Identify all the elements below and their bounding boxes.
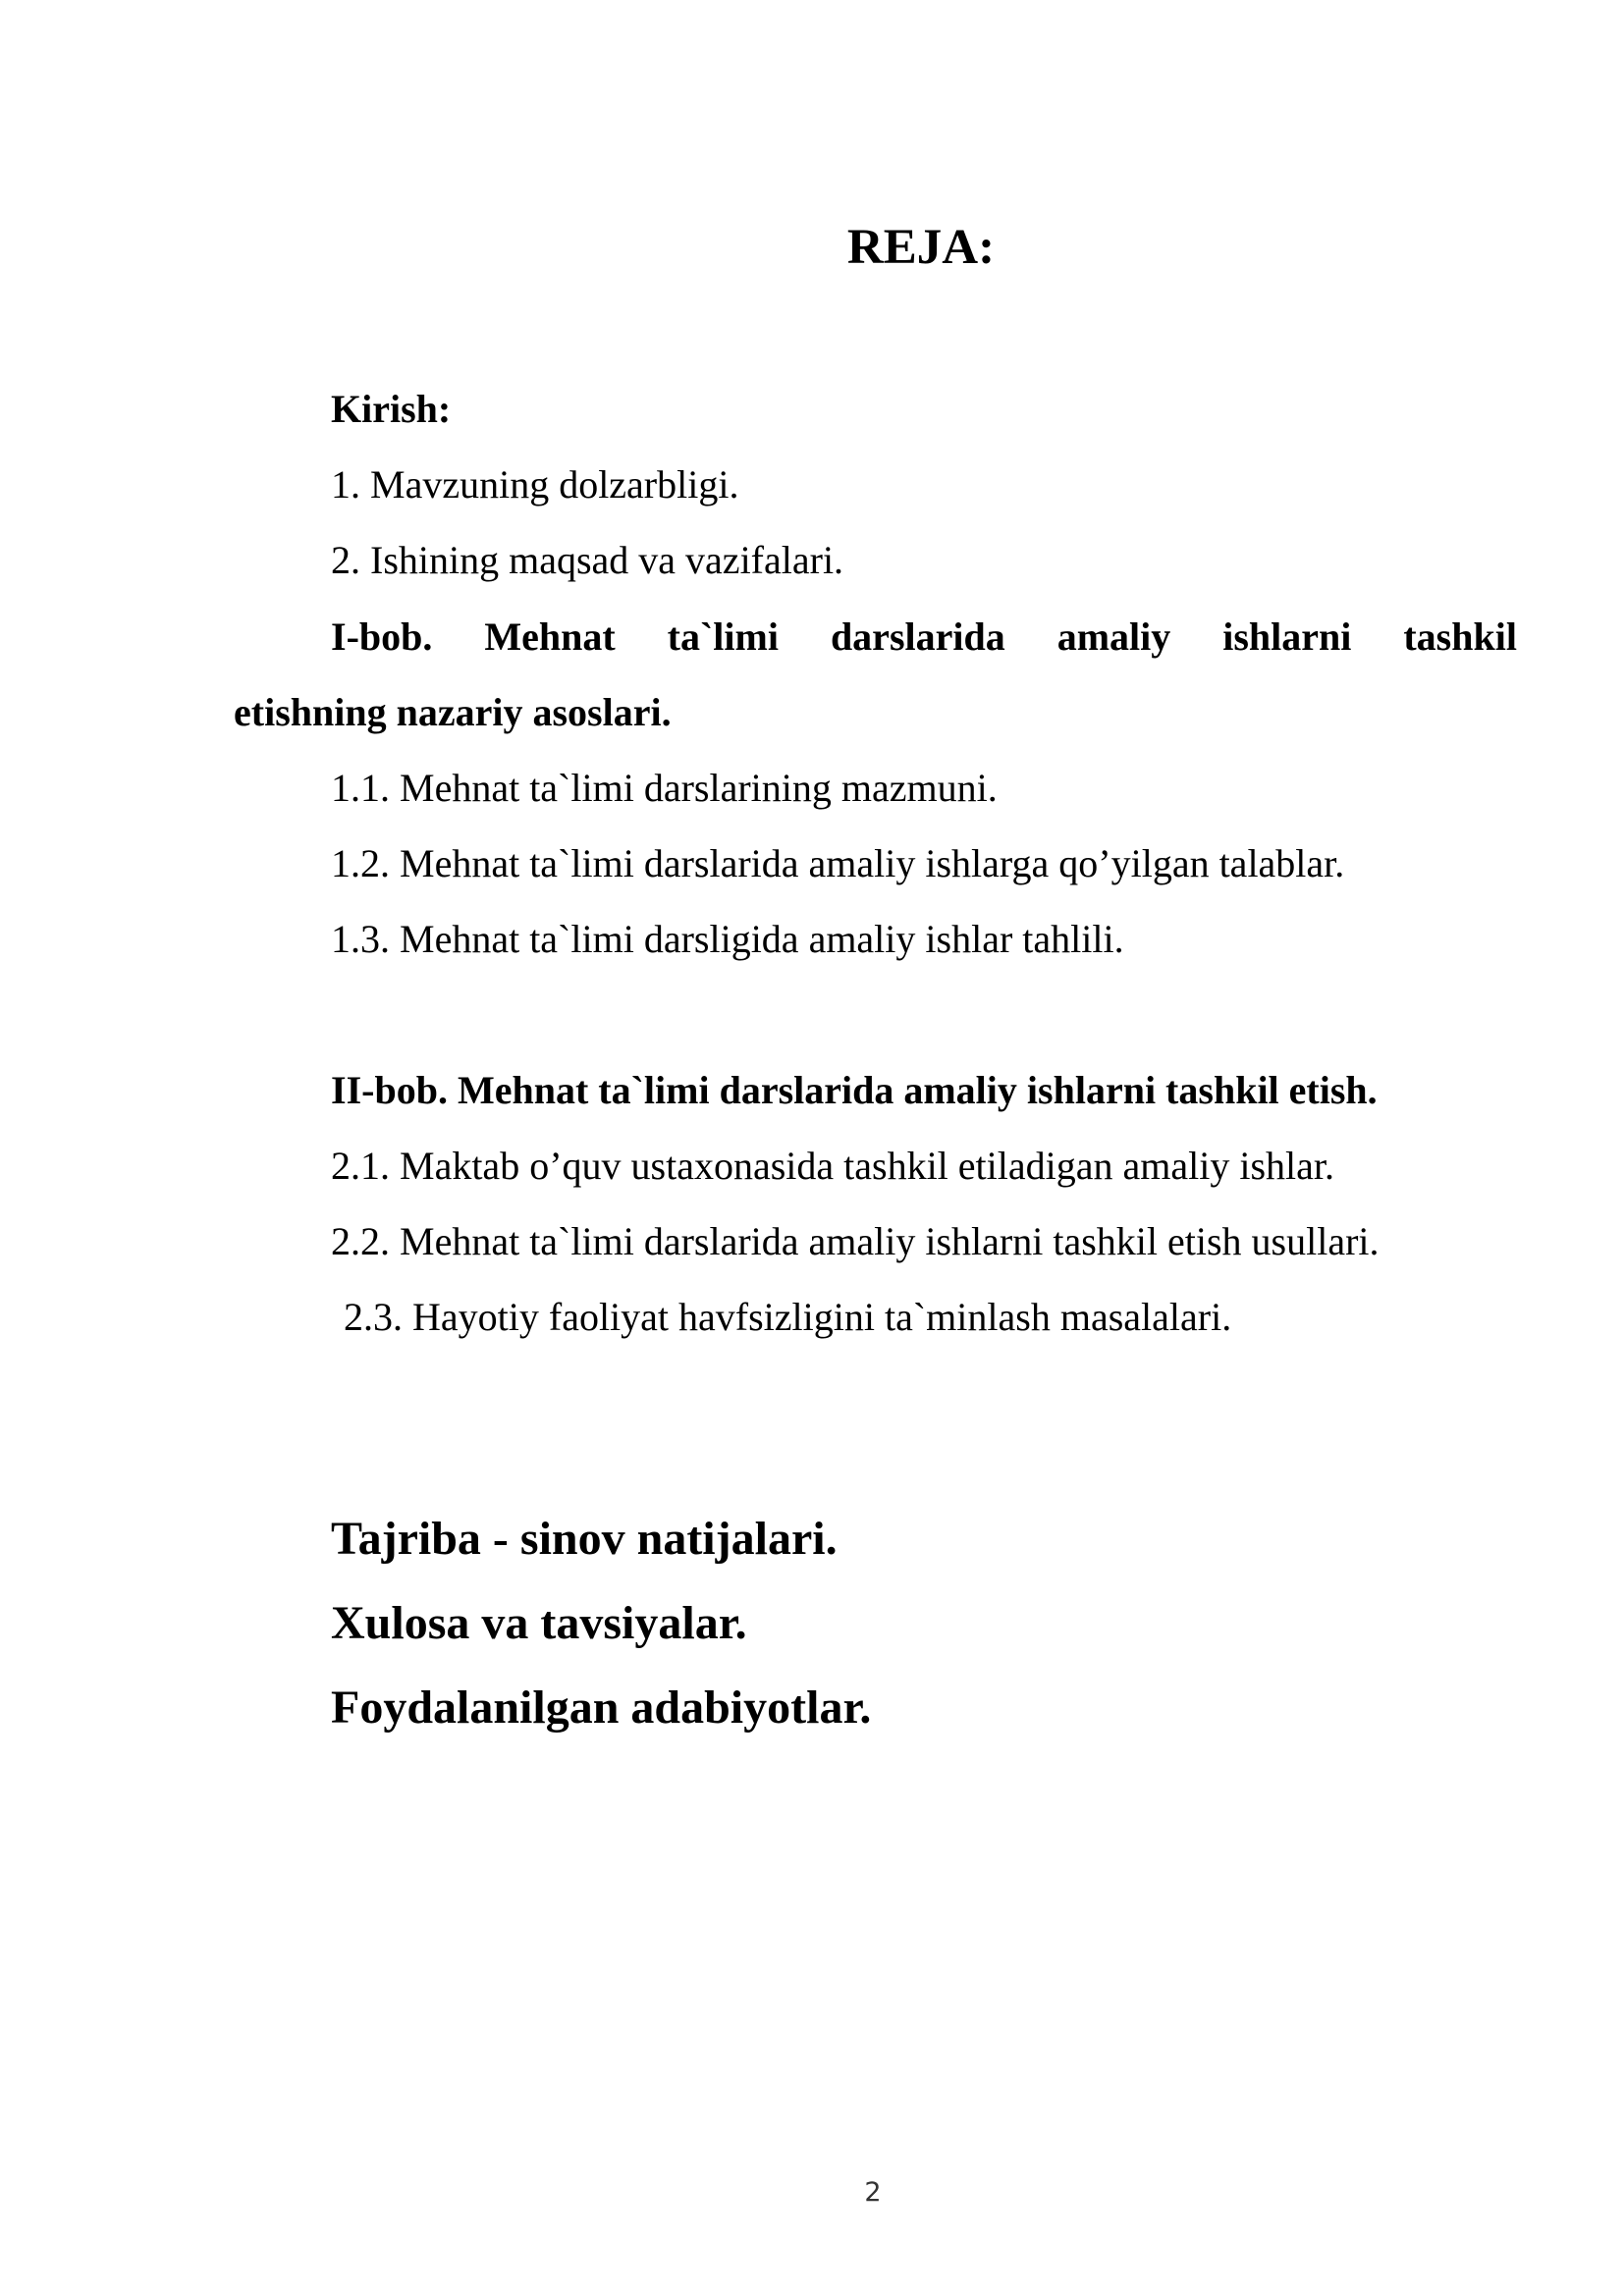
chapter1-heading-word: Mehnat [484, 614, 616, 659]
chapter1-heading-continued: etishning nazariy asoslari. [234, 690, 672, 734]
page-number: 2 [864, 2177, 882, 2208]
chapter1-heading-word: tashkil [1403, 614, 1517, 659]
intro-heading: Kirish: [331, 387, 452, 431]
chapter1-item-1: 1.1. Mehnat ta`limi darslarining mazmuni. [331, 766, 998, 810]
chapter1-heading-word: I-bob. [331, 614, 433, 659]
closing-item-references: Foydalanilgan adabiyotlar. [331, 1682, 872, 1734]
chapter1-heading-word: amaliy [1056, 614, 1171, 659]
page-title: REJA: [846, 220, 996, 275]
closing-item-conclusions: Xulosa va tavsiyalar. [331, 1597, 747, 1649]
chapter1-heading [331, 614, 1517, 661]
chapter2-item-1: 2.1. Maktab o’quv ustaxonasida tashkil etiladigan amaliy ishlar. [331, 1144, 1335, 1188]
intro-item-2: 2. Ishining maqsad va vazifalari. [331, 538, 844, 582]
chapter1-heading-word: darslarida [830, 614, 1005, 659]
chapter2-heading: II-bob. Mehnat ta`limi darslarida amaliy ishlarni tashkil etish. [331, 1068, 1378, 1112]
chapter1-item-2: 1.2. Mehnat ta`limi darslarida amaliy ishlarga qo’yilgan talablar. [331, 841, 1345, 885]
closing-item-results: Tajriba - sinov natijalari. [331, 1513, 838, 1565]
chapter2-item-2: 2.2. Mehnat ta`limi darslarida amaliy ishlarni tashkil etish usullari. [331, 1219, 1380, 1263]
chapter2-item-3: 2.3. Hayotiy faoliyat havfsizligini ta`minlash masalalari. [344, 1295, 1232, 1339]
intro-item-1: 1. Mavzuning dolzarbligi. [331, 462, 739, 507]
chapter1-item-3: 1.3. Mehnat ta`limi darsligida amaliy ishlar tahlili. [331, 917, 1124, 961]
chapter1-heading-word: ishlarni [1222, 614, 1352, 659]
chapter1-heading-word: ta`limi [667, 614, 779, 659]
